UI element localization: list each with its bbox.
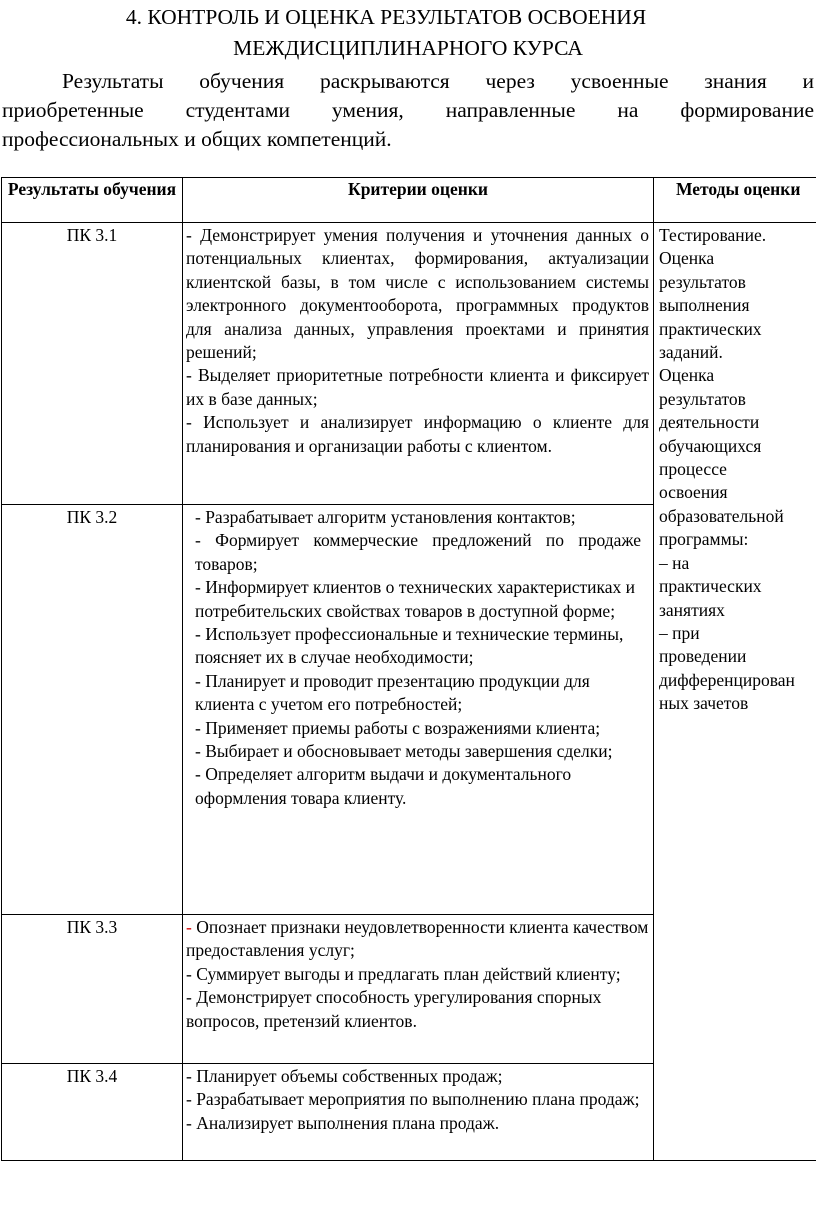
methods-line: проведении bbox=[659, 646, 747, 667]
methods-line: – при bbox=[659, 622, 700, 643]
section-title bbox=[0, 2, 816, 64]
criteria-item-text: Опознает признаки неудовлетворенности клиента качеством предоставления услуг; bbox=[186, 917, 649, 961]
criteria-item: - Демонстрирует умения получения и уточнения данных о потенциальных клиентах, формирования, актуализации клиентской базы, в том числе с использованием системы электронного документооборота, программных продуктов для анализа данных, управления проектами и принятия решений; bbox=[186, 225, 649, 363]
pk-code: ПК 3.2 bbox=[2, 505, 183, 915]
criteria-item: - Выделяет приоритетные потребности клиента и фиксирует их в базе данных; bbox=[186, 365, 649, 409]
criteria-cell bbox=[183, 505, 654, 915]
methods-line: заданий. bbox=[659, 342, 723, 363]
methods-line: дифференцирован bbox=[659, 669, 795, 690]
criteria-item: - Анализирует выполнения плана продаж. bbox=[186, 1112, 500, 1133]
intro-paragraph bbox=[2, 67, 814, 154]
methods-line: занятиях bbox=[659, 599, 725, 620]
header-methods: Методы оценки bbox=[654, 178, 816, 223]
criteria-item: - Демонстрирует способность урегулирования спорных вопросов, претензий клиентов. bbox=[186, 987, 602, 1031]
table-row bbox=[2, 223, 816, 505]
criteria-cell bbox=[183, 223, 654, 505]
criteria-item: - Информирует клиентов о технических характеристиках и потребительских свойствах товаров в доступной форме; bbox=[195, 577, 636, 621]
criteria-item: - Применяет приемы работы с возражениями клиента; bbox=[195, 717, 601, 738]
methods-line: освоения bbox=[659, 482, 728, 503]
criteria-cell bbox=[183, 915, 654, 1064]
methods-cell bbox=[654, 223, 816, 1161]
criteria-item bbox=[186, 916, 649, 963]
methods-line: ных зачетов bbox=[659, 693, 749, 714]
pk-code: ПК 3.3 bbox=[2, 915, 183, 1064]
header-criteria: Критерии оценки bbox=[183, 178, 654, 223]
table-header-row bbox=[2, 178, 816, 223]
criteria-item: - Планирует и проводит презентацию продукции для клиента с учетом его потребностей; bbox=[195, 670, 590, 715]
criteria-item: - Разрабатывает мероприятия по выполнению плана продаж; bbox=[186, 1089, 640, 1110]
criteria-item: - Определяет алгоритм выдачи и документального оформления товара клиенту. bbox=[195, 764, 572, 808]
methods-line: обучающихся bbox=[659, 435, 762, 456]
section-title-line-1: 4. КОНТРОЛЬ И ОЦЕНКА РЕЗУЛЬТАТОВ ОСВОЕНИЯ bbox=[125, 5, 647, 29]
criteria-item: - Суммирует выгоды и предлагать план действий клиенту; bbox=[186, 963, 621, 984]
methods-line: выполнения bbox=[659, 295, 750, 316]
methods-line: – на bbox=[659, 552, 690, 573]
methods-line: практических bbox=[659, 576, 762, 597]
header-results: Результаты обучения bbox=[2, 178, 183, 223]
pk-code: ПК 3.4 bbox=[2, 1064, 183, 1161]
methods-line: результатов bbox=[659, 271, 746, 292]
methods-line: Оценка bbox=[659, 365, 715, 386]
section-title-line-2: МЕЖДИСЦИПЛИНАРНОГО КУРСА bbox=[233, 36, 583, 60]
criteria-item: - Использует профессиональные и технические термины, поясняет их в случае необходимости; bbox=[195, 624, 624, 668]
criteria-cell bbox=[183, 1064, 654, 1161]
methods-line: программы: bbox=[659, 529, 749, 550]
criteria-item: - Использует и анализирует информацию о клиенте для планирования и организации работы с клиентом. bbox=[186, 412, 649, 456]
intro-line-1: Результаты обучения раскрываются через усвоенные знания и bbox=[62, 69, 814, 93]
intro-line-2: приобретенные студентами умения, направленные на формирование bbox=[2, 98, 814, 122]
methods-line: Оценка bbox=[659, 248, 715, 269]
methods-line: Тестирование. bbox=[659, 225, 767, 245]
pk-code: ПК 3.1 bbox=[2, 223, 183, 505]
criteria-item: - Разрабатывает алгоритм установления контактов; bbox=[195, 507, 576, 527]
methods-line: процессе bbox=[659, 459, 727, 480]
assessment-table bbox=[1, 177, 816, 1161]
methods-line: результатов bbox=[659, 388, 746, 409]
red-dash: - bbox=[186, 917, 192, 937]
criteria-item: - Выбирает и обосновывает методы завершения сделки; bbox=[195, 741, 613, 762]
intro-line-3: профессиональных и общих компетенций. bbox=[2, 127, 392, 151]
criteria-item: - Планирует объемы собственных продаж; bbox=[186, 1066, 503, 1086]
methods-line: практических bbox=[659, 318, 762, 339]
methods-line: деятельности bbox=[659, 412, 760, 433]
methods-line: образовательной bbox=[659, 505, 784, 526]
criteria-item: - Формирует коммерческие предложений по продаже товаров; bbox=[195, 530, 641, 574]
